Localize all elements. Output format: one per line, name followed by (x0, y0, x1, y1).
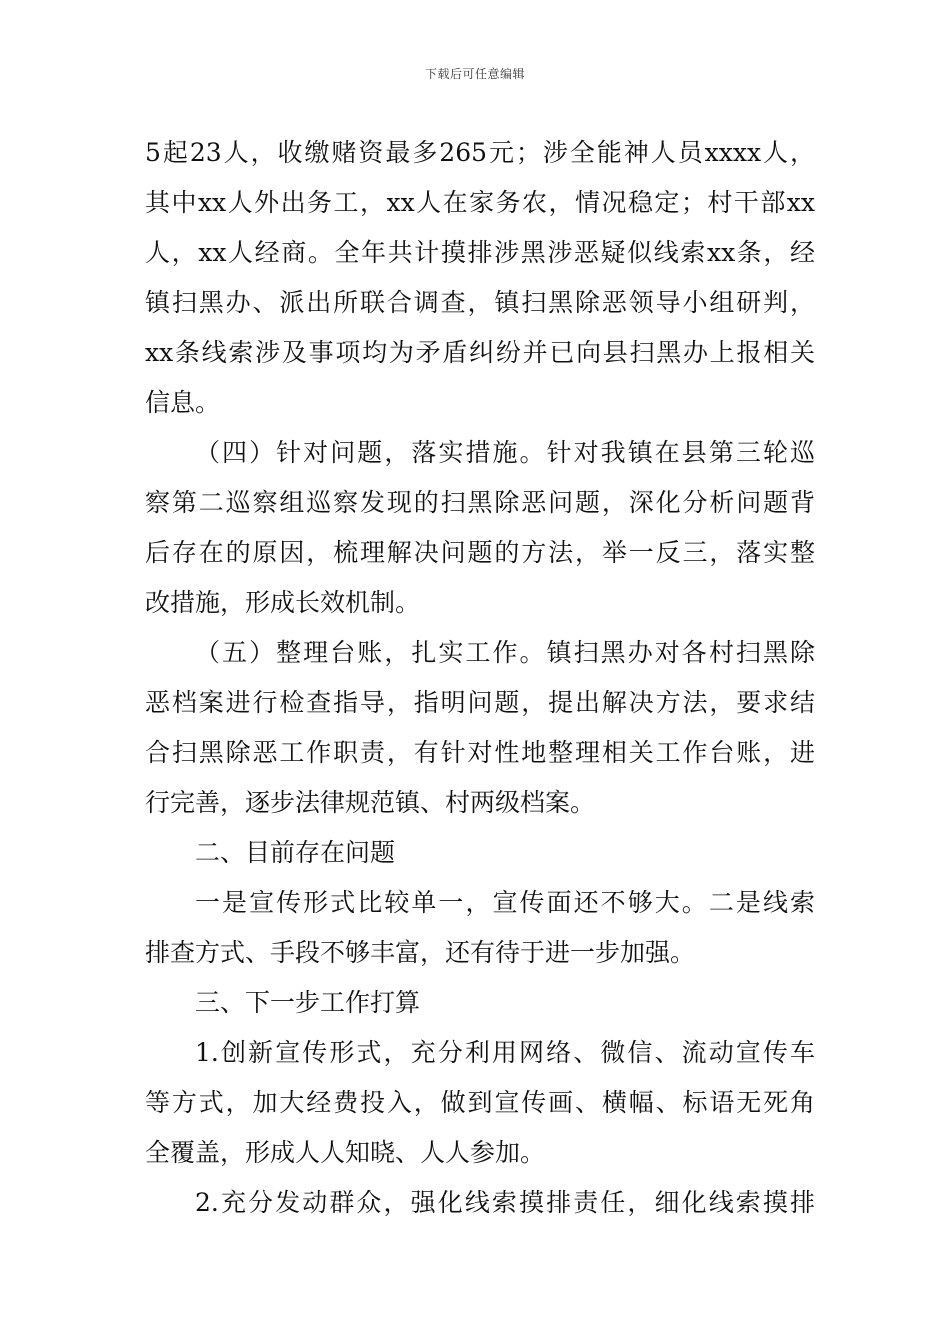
text-line: 察第二巡察组巡察发现的扫黑除恶问题，深化分析问题背 (145, 488, 815, 517)
text-line: 排查方式、手段不够丰富，还有待于进一步加强。 (145, 938, 696, 967)
paragraph-first-line: （五）整理台账，扎实工作。镇扫黑办对各村扫黑除 (195, 638, 815, 667)
text-line: 恶档案进行检查指导，指明问题，提出解决方法，要求结 (145, 688, 815, 717)
paragraph-first-line: 一是宣传形式比较单一，宣传面还不够大。二是线索 (195, 888, 815, 917)
text-line: 信息。 (145, 388, 221, 417)
text-line: 后存在的原因，梳理解决问题的方法，举一反三，落实整 (145, 538, 815, 567)
section-heading: 三、下一步工作打算 (195, 988, 421, 1017)
text-line: 行完善，逐步法律规范镇、村两级档案。 (145, 788, 596, 817)
paragraph-first-line: （四）针对问题，落实措施。针对我镇在县第三轮巡 (195, 438, 815, 467)
page-header: 下载后可任意编辑 (424, 67, 525, 81)
text-line: 5起23人，收缴赌资最多265元；涉全能神人员xxxx人， (145, 138, 815, 167)
paragraph-first-line: 2.充分发动群众，强化线索摸排责任，细化线索摸排 (195, 1188, 815, 1217)
text-line: 人，xx人经商。全年共计摸排涉黑涉恶疑似线索xx条，经 (145, 238, 815, 267)
paragraph-first-line: 1.创新宣传形式，充分利用网络、微信、流动宣传车 (195, 1038, 815, 1067)
text-line: 改措施，形成长效机制。 (145, 588, 421, 617)
text-line: xx条线索涉及事项均为矛盾纠纷并已向县扫黑办上报相关 (145, 338, 815, 367)
text-line: 等方式，加大经费投入，做到宣传画、横幅、标语无死角 (145, 1088, 815, 1117)
section-heading: 二、目前存在问题 (195, 838, 396, 867)
text-line: 其中xx人外出务工，xx人在家务农，情况稳定；村干部xx (145, 188, 815, 217)
text-line: 镇扫黑办、派出所联合调查，镇扫黑除恶领导小组研判， (145, 288, 815, 317)
text-line: 合扫黑除恶工作职责，有针对性地整理相关工作台账，进 (145, 738, 815, 767)
text-line: 全覆盖，形成人人知晓、人人参加。 (145, 1138, 546, 1167)
document-body (145, 128, 815, 1228)
